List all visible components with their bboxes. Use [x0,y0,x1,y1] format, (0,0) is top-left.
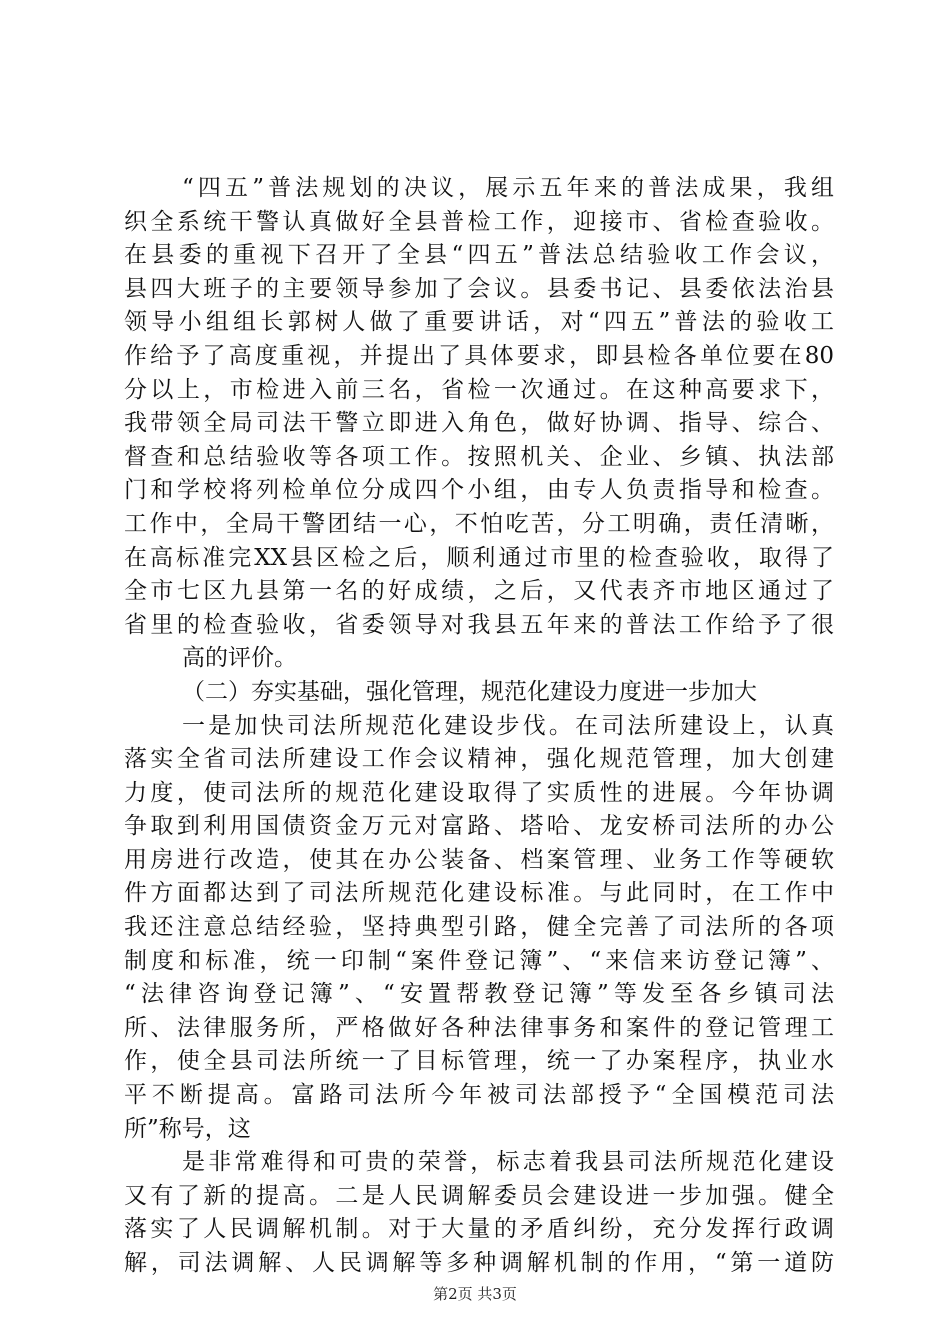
text-line: 领导小组组长郭树人做了重要讲话，对“四五”普法的验收工 [124,309,834,336]
text-line: 制度和标准，统一印制“案件登记簿”、“来信来访登记簿”、 [124,947,834,974]
section-heading: （二）夯实基础，强化管理，规范化建设力度进一步加大 [182,678,757,705]
text-line: 在县委的重视下召开了全县“四五”普法总结验收工作会议， [124,242,834,269]
text-line: 作，使全县司法所统一了目标管理，统一了办案程序，执业水 [124,1048,834,1075]
text-line: 力度，使司法所的规范化建设取得了实质性的进展。今年协调 [124,779,834,806]
page-footer [0,1284,950,1304]
text-line: 一是加快司法所规范化建设步伐。在司法所建设上，认真 [182,712,834,739]
text-line: 工作中，全局干警团结一心，不怕吃苦，分工明确，责任清晰， [124,510,834,537]
text-line: “四五”普法规划的决议，展示五年来的普法成果，我组 [182,175,834,201]
text-line: 织全系统干警认真做好全县普检工作，迎接市、省检查验收。 [124,208,834,235]
text-line: 督查和总结验收等各项工作。按照机关、企业、乡镇、执法部 [124,443,834,470]
text-line: 落实了人民调解机制。对于大量的矛盾纠纷，充分发挥行政调 [124,1216,834,1243]
text-line: 解，司法调解、人民调解等多种调解机制的作用，“第一道防 [124,1250,834,1276]
text-line: 是非常难得和可贵的荣誉，标志着我县司法所规范化建设 [182,1149,834,1176]
text-line: 争取到利用国债资金万元对富路、塔哈、龙安桥司法所的办公 [124,813,834,840]
text-line: 全市七区九县第一名的好成绩，之后，又代表齐市地区通过了 [124,578,834,605]
body-text [124,172,834,1281]
text-line: 落实全省司法所建设工作会议精神，强化规范管理，加大创建 [124,746,834,773]
text-line: 平不断提高。富路司法所今年被司法部授予“全国模范司法 [124,1082,834,1109]
text-line: 在高标准完XX县区检之后，顺利通过市里的检查验收，取得了 [124,544,834,571]
text-line: 省里的检查验收，省委领导对我县五年来的普法工作给予了很 [124,611,834,638]
text-line: 县四大班子的主要领导参加了会议。县委书记、县委依法治县 [124,275,834,302]
text-line: 作给予了高度重视，并提出了具体要求，即县检各单位要在80 [124,342,834,369]
text-line: 分以上，市检进入前三名，省检一次通过。在这种高要求下， [124,376,834,403]
text-line: “法律咨询登记簿”、“安置帮教登记簿”等发至各乡镇司法 [124,981,834,1008]
page-number: 第2页 共3页 [433,1285,517,1303]
text-line: 又有了新的提高。二是人民调解委员会建设进一步加强。健全 [124,1182,834,1209]
text-line: 用房进行改造，使其在办公装备、档案管理、业务工作等硬软 [124,846,834,873]
text-line: 我还注意总结经验，坚持典型引路，健全完善了司法所的各项 [124,914,834,941]
text-line: 我带领全局司法干警立即进入角色，做好协调、指导、综合、 [124,410,834,437]
text-line: 件方面都达到了司法所规范化建设标准。与此同时，在工作中 [124,880,834,907]
text-line: 所、法律服务所，严格做好各种法律事务和案件的登记管理工 [124,1014,834,1041]
text-line: 门和学校将列检单位分成四个小组，由专人负责指导和检查。 [124,477,834,504]
text-line: 所”称号，这 [124,1115,251,1142]
text-line: 高的评价。 [182,645,297,672]
